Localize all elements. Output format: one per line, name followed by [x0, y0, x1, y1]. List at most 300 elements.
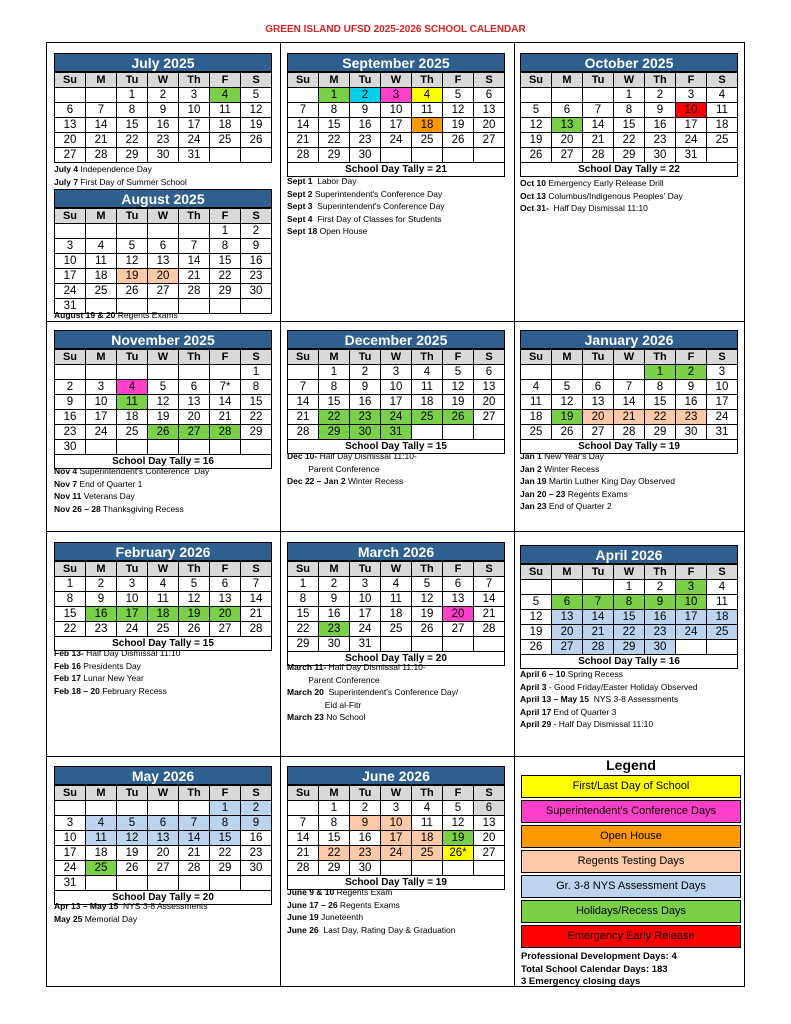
weekday-header: Th [179, 73, 210, 88]
day-cell: 2 [148, 88, 179, 103]
month-calendar [287, 766, 505, 890]
day-cell: 19 [443, 118, 474, 133]
month-grid [54, 561, 272, 637]
day-cell: 22 [319, 846, 350, 861]
note-date: Sept 1 [287, 176, 313, 186]
empty-cell [86, 876, 117, 891]
month-grid [287, 72, 505, 163]
school-day-tally: School Day Tally = 20 [287, 652, 505, 666]
day-cell: 12 [521, 118, 552, 133]
empty-cell [179, 876, 210, 891]
empty-cell [583, 365, 614, 380]
empty-cell [474, 425, 505, 440]
weekday-header: S [474, 786, 505, 801]
day-cell: 3 [381, 801, 412, 816]
day-cell: 4 [412, 88, 443, 103]
note-line [520, 488, 675, 501]
empty-cell [86, 801, 117, 816]
empty-cell [241, 299, 272, 314]
day-cell: 27 [210, 622, 241, 637]
month-calendar [54, 330, 272, 469]
day-cell: 22 [319, 133, 350, 148]
day-cell: 7 [179, 816, 210, 831]
day-cell: 23 [676, 410, 707, 425]
day-cell: 2 [350, 365, 381, 380]
day-cell: 23 [319, 622, 350, 637]
weekday-header: F [443, 786, 474, 801]
note-line [54, 176, 187, 189]
day-cell: 14 [241, 592, 272, 607]
day-cell: 2 [350, 88, 381, 103]
day-cell: 19 [241, 118, 272, 133]
weekday-header: S [241, 562, 272, 577]
day-cell: 4 [412, 365, 443, 380]
weekday-header: W [614, 565, 645, 580]
day-cell: 10 [381, 103, 412, 118]
day-cell: 21 [614, 410, 645, 425]
day-cell: 24 [381, 133, 412, 148]
weekday-header: M [319, 562, 350, 577]
weekday-header: Th [645, 350, 676, 365]
day-cell: 1 [614, 88, 645, 103]
weekday-header: Tu [117, 562, 148, 577]
note-line [287, 200, 445, 213]
day-cell: 8 [319, 103, 350, 118]
day-cell: 27 [474, 133, 505, 148]
day-cell: 22 [55, 622, 86, 637]
day-cell: 3 [676, 580, 707, 595]
note-text: - Half Day Dismissal 11:10 [551, 719, 654, 729]
day-cell: 1 [319, 801, 350, 816]
day-cell: 8 [319, 380, 350, 395]
day-cell: 20 [552, 625, 583, 640]
empty-cell [55, 365, 86, 380]
month-notes [54, 647, 180, 697]
empty-cell [179, 440, 210, 455]
weekday-header: F [210, 73, 241, 88]
day-cell: 17 [179, 118, 210, 133]
month-title: July 2025 [54, 53, 272, 72]
legend-item: First/Last Day of School [521, 775, 741, 798]
day-cell: 11 [412, 816, 443, 831]
day-cell: 27 [55, 148, 86, 163]
day-cell: 16 [241, 254, 272, 269]
day-cell: 11 [86, 254, 117, 269]
school-day-tally: School Day Tally = 16 [520, 655, 738, 669]
note-date: Jan 19 [520, 476, 547, 486]
month-calendar [287, 542, 505, 666]
note-text: Veterans Day [81, 491, 135, 501]
note-date: Oct 31- [520, 203, 549, 213]
day-cell: 12 [179, 592, 210, 607]
day-cell: 25 [210, 133, 241, 148]
note-line [287, 711, 458, 724]
weekday-header: M [552, 350, 583, 365]
empty-cell [179, 224, 210, 239]
day-cell: 27 [474, 410, 505, 425]
note-date: Oct 10 [520, 178, 546, 188]
weekday-header: F [676, 73, 707, 88]
legend-items [521, 775, 741, 948]
day-cell: 19 [117, 269, 148, 284]
day-cell: 25 [86, 284, 117, 299]
note-line [287, 213, 445, 226]
day-cell: 31 [350, 637, 381, 652]
day-cell: 10 [350, 592, 381, 607]
day-cell: 22 [210, 269, 241, 284]
note-text: Juneteenth [318, 912, 364, 922]
day-cell: 15 [645, 395, 676, 410]
day-cell: 27 [179, 425, 210, 440]
note-line [520, 693, 698, 706]
note-text: NYS 3-8 Assessments [118, 901, 208, 911]
day-cell: 18 [707, 118, 738, 133]
grid-divider [47, 531, 744, 532]
day-cell: 21 [86, 133, 117, 148]
weekday-header: S [241, 73, 272, 88]
day-cell: 15 [241, 395, 272, 410]
empty-cell [241, 440, 272, 455]
note-text: Winter Recess [345, 476, 404, 486]
month-grid [520, 349, 738, 440]
month-notes [287, 661, 458, 724]
note-line [54, 672, 180, 685]
day-cell: 5 [117, 816, 148, 831]
weekday-header: Tu [350, 350, 381, 365]
total-days: Total School Calendar Days: 183 [521, 963, 668, 975]
weekday-header: Tu [117, 209, 148, 224]
day-cell: 28 [474, 622, 505, 637]
weekday-header: Su [521, 73, 552, 88]
day-cell: 13 [148, 254, 179, 269]
weekday-header: Th [645, 73, 676, 88]
day-cell: 10 [676, 595, 707, 610]
day-cell: 18 [412, 118, 443, 133]
note-date: June 26 [287, 924, 319, 935]
day-cell: 10 [55, 254, 86, 269]
note-line [287, 899, 456, 912]
weekday-header: Tu [117, 350, 148, 365]
weekday-header: Su [288, 786, 319, 801]
weekday-header: W [148, 786, 179, 801]
note-text: Half Day Dismissal 11:10 [83, 648, 181, 658]
month-notes [54, 163, 187, 188]
day-cell: 15 [319, 831, 350, 846]
day-cell: 16 [86, 607, 117, 622]
weekday-header: Su [55, 786, 86, 801]
note-date: Sept 4 [287, 213, 313, 224]
day-cell: 24 [707, 410, 738, 425]
day-cell: 22 [645, 410, 676, 425]
day-cell: 5 [521, 103, 552, 118]
weekday-header: Th [645, 565, 676, 580]
weekday-header: F [443, 350, 474, 365]
note-date: Jan 2 [520, 463, 542, 474]
day-cell: 31 [676, 148, 707, 163]
day-cell: 8 [55, 592, 86, 607]
month-notes [287, 175, 445, 238]
month-grid [54, 785, 272, 891]
weekday-header: S [474, 350, 505, 365]
day-cell: 7 [583, 103, 614, 118]
day-cell: 7 [179, 239, 210, 254]
day-cell: 19 [148, 410, 179, 425]
note-text: Regents Exam [334, 887, 393, 897]
day-cell: 10 [117, 592, 148, 607]
weekday-header: M [86, 209, 117, 224]
note-line [287, 911, 456, 924]
day-cell: 14 [288, 831, 319, 846]
note-line [520, 706, 698, 719]
note-text: First Day of Classes for Students [312, 213, 442, 224]
day-cell: 19 [552, 410, 583, 425]
empty-cell [474, 861, 505, 876]
day-cell: 18 [412, 831, 443, 846]
day-cell: 2 [676, 365, 707, 380]
note-text: Regents Exams [115, 310, 178, 320]
day-cell: 10 [55, 831, 86, 846]
day-cell: 3 [381, 365, 412, 380]
day-cell: 5 [148, 380, 179, 395]
empty-cell [117, 224, 148, 239]
day-cell: 30 [241, 861, 272, 876]
day-cell: 18 [86, 269, 117, 284]
day-cell: 13 [474, 816, 505, 831]
month-title: October 2025 [520, 53, 738, 72]
day-cell: 10 [676, 103, 707, 118]
note-date: Nov 26 – 28 [54, 503, 101, 514]
note-line [287, 924, 456, 937]
month-notes [287, 450, 417, 488]
month-grid [54, 349, 272, 455]
day-cell: 7 [474, 577, 505, 592]
day-cell: 4 [86, 816, 117, 831]
note-text: Lunar New Year [80, 673, 144, 683]
day-cell: 31 [179, 148, 210, 163]
day-cell: 6 [552, 595, 583, 610]
day-cell: 31 [381, 425, 412, 440]
day-cell: 17 [707, 395, 738, 410]
day-cell: 9 [645, 595, 676, 610]
weekday-header: S [241, 786, 272, 801]
month-grid [520, 72, 738, 163]
day-cell: 16 [319, 607, 350, 622]
day-cell: 28 [288, 148, 319, 163]
day-cell: 5 [241, 88, 272, 103]
day-cell: 22 [614, 133, 645, 148]
empty-cell [583, 88, 614, 103]
day-cell: 15 [55, 607, 86, 622]
weekday-header: W [381, 350, 412, 365]
day-cell: 18 [148, 607, 179, 622]
day-cell: 8 [319, 816, 350, 831]
empty-cell [210, 148, 241, 163]
empty-cell [86, 440, 117, 455]
note-date: Feb 18 – 20 [54, 685, 100, 696]
weekday-header: W [614, 73, 645, 88]
day-cell: 5 [443, 365, 474, 380]
note-line [520, 177, 683, 190]
note-text: End of Quarter 1 [77, 478, 143, 489]
day-cell: 30 [55, 440, 86, 455]
day-cell: 26 [241, 133, 272, 148]
day-cell: 20 [474, 831, 505, 846]
weekday-header: M [86, 562, 117, 577]
day-cell: 8 [614, 103, 645, 118]
month-notes [54, 309, 178, 322]
day-cell: 30 [148, 148, 179, 163]
day-cell: 10 [707, 380, 738, 395]
day-cell: 17 [676, 118, 707, 133]
day-cell: 5 [521, 595, 552, 610]
day-cell: 23 [350, 410, 381, 425]
note-line [287, 463, 417, 476]
weekday-header: F [210, 562, 241, 577]
day-cell: 8 [614, 595, 645, 610]
note-date: Sept 2 [287, 188, 313, 199]
weekday-header: M [319, 73, 350, 88]
note-date: April 29 [520, 719, 552, 729]
day-cell: 21 [583, 625, 614, 640]
note-date: Dec 22 – Jan 2 [287, 476, 346, 486]
day-cell: 1 [241, 365, 272, 380]
note-text: First Day of Summer School [78, 176, 187, 187]
note-line [287, 188, 445, 201]
day-cell: 20 [583, 410, 614, 425]
day-cell: 23 [241, 269, 272, 284]
day-cell: 6 [474, 801, 505, 816]
day-cell: 25 [86, 861, 117, 876]
note-date: Nov 7 [54, 478, 78, 489]
note-date: May 25 [54, 913, 83, 924]
weekday-header: Th [412, 73, 443, 88]
empty-cell [412, 861, 443, 876]
note-line [287, 661, 458, 674]
month-title: April 2026 [520, 545, 738, 564]
day-cell: 13 [474, 380, 505, 395]
weekday-header: Tu [350, 562, 381, 577]
note-text: Winter Recess [541, 463, 600, 474]
weekday-header: M [319, 350, 350, 365]
note-line [54, 685, 180, 698]
empty-cell [288, 88, 319, 103]
day-cell: 23 [350, 133, 381, 148]
day-cell: 28 [583, 148, 614, 163]
note-line [54, 660, 180, 673]
day-cell: 2 [319, 577, 350, 592]
legend-item: Holidays/Recess Days [521, 900, 741, 923]
note-text: Last Day, Rating Day & Graduation [318, 924, 456, 935]
school-day-tally: School Day Tally = 16 [54, 455, 272, 469]
day-cell: 28 [241, 622, 272, 637]
day-cell: 29 [319, 425, 350, 440]
day-cell: 12 [552, 395, 583, 410]
weekday-header: S [241, 209, 272, 224]
empty-cell [707, 148, 738, 163]
day-cell: 24 [55, 284, 86, 299]
school-day-tally: School Day Tally = 20 [54, 891, 272, 905]
day-cell: 31 [55, 299, 86, 314]
note-line [54, 490, 209, 503]
day-cell: 29 [645, 425, 676, 440]
empty-cell [210, 299, 241, 314]
note-date: March 11- [287, 662, 327, 672]
note-text: Memorial Day [82, 913, 138, 924]
day-cell: 5 [552, 380, 583, 395]
note-date: Jan 23 [520, 501, 547, 511]
day-cell: 6 [210, 577, 241, 592]
day-cell: 13 [552, 610, 583, 625]
day-cell: 30 [645, 640, 676, 655]
empty-cell [552, 365, 583, 380]
day-cell: 4 [707, 88, 738, 103]
day-cell: 3 [55, 239, 86, 254]
day-cell: 19 [521, 133, 552, 148]
empty-cell [55, 801, 86, 816]
month-title: November 2025 [54, 330, 272, 349]
empty-cell [381, 861, 412, 876]
note-text: Columbus/Indigenous Peoples' Day [546, 190, 683, 201]
month-title: August 2025 [54, 189, 272, 208]
grid-divider [280, 43, 281, 986]
weekday-header: Th [179, 562, 210, 577]
day-cell: 23 [645, 625, 676, 640]
weekday-header: Tu [117, 786, 148, 801]
day-cell: 19 [117, 846, 148, 861]
day-cell: 21 [583, 133, 614, 148]
note-text: Presidents Day [80, 660, 141, 671]
weekday-header: F [676, 350, 707, 365]
day-cell: 5 [412, 577, 443, 592]
weekday-header: Su [521, 565, 552, 580]
day-cell: 19 [521, 625, 552, 640]
day-cell: 6 [179, 380, 210, 395]
day-cell: 13 [210, 592, 241, 607]
day-cell: 7 [614, 380, 645, 395]
empty-cell [241, 148, 272, 163]
month-calendar [287, 53, 505, 177]
day-cell: 14 [86, 118, 117, 133]
day-cell: 13 [148, 831, 179, 846]
note-line [287, 699, 458, 712]
empty-cell [521, 580, 552, 595]
day-cell: 7* [210, 380, 241, 395]
weekday-header: Tu [583, 565, 614, 580]
legend-item: Open House [521, 825, 741, 848]
day-cell: 28 [210, 425, 241, 440]
weekday-header: W [148, 73, 179, 88]
day-cell: 25 [412, 846, 443, 861]
weekday-header: Su [288, 350, 319, 365]
day-cell: 19 [179, 607, 210, 622]
note-line [287, 225, 445, 238]
empty-cell [412, 148, 443, 163]
empty-cell [148, 365, 179, 380]
empty-cell [474, 637, 505, 652]
day-cell: 27 [443, 622, 474, 637]
day-cell: 3 [676, 88, 707, 103]
day-cell: 27 [148, 284, 179, 299]
day-cell: 23 [350, 846, 381, 861]
day-cell: 22 [210, 846, 241, 861]
weekday-header: Tu [350, 73, 381, 88]
day-cell: 18 [521, 410, 552, 425]
day-cell: 24 [117, 622, 148, 637]
day-cell: 25 [412, 410, 443, 425]
empty-cell [117, 801, 148, 816]
note-date: Jan 20 – 23 [520, 488, 566, 499]
page-title: GREEN ISLAND UFSD 2025-2026 SCHOOL CALENDAR [265, 24, 526, 35]
